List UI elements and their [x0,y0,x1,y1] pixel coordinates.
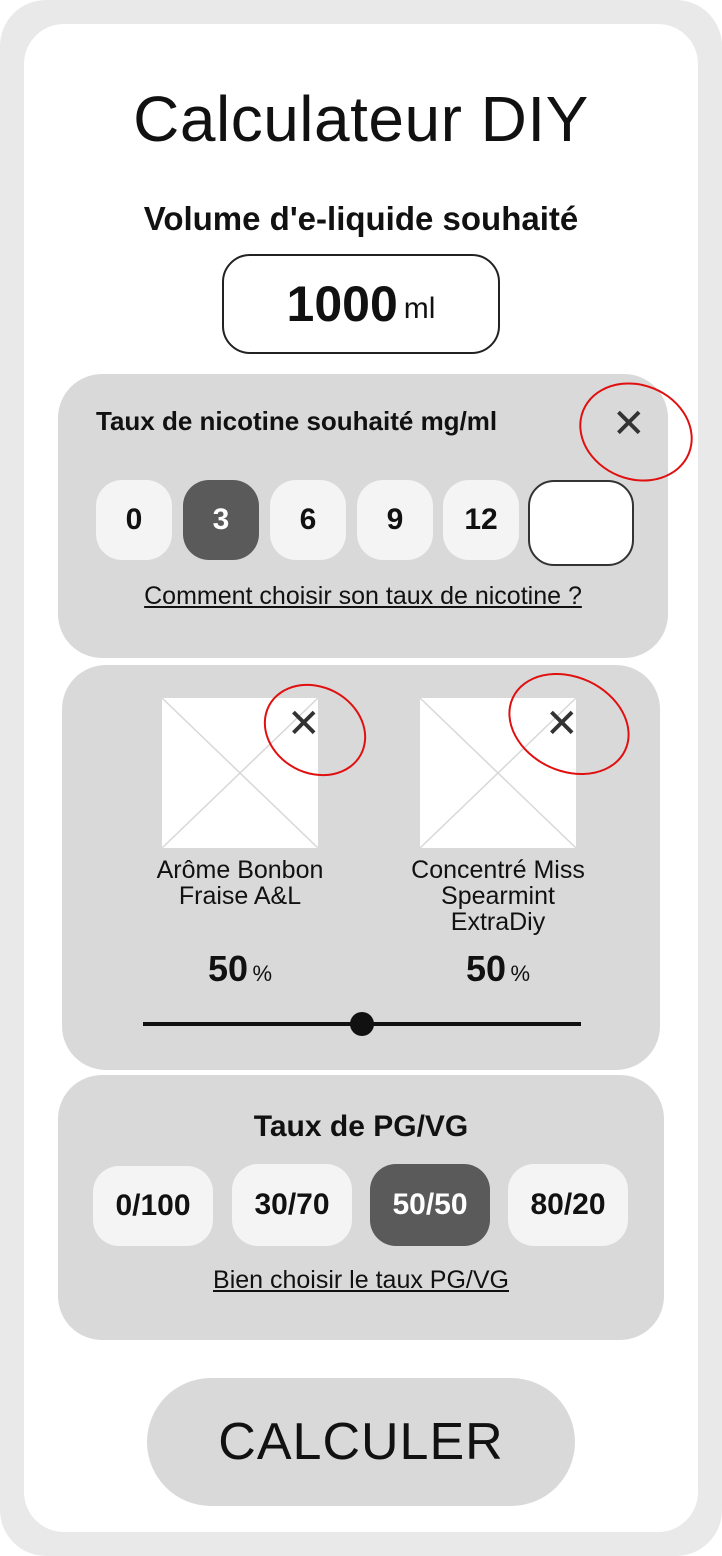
pgvg-option-0-100[interactable]: 0/100 [93,1166,213,1246]
aroma-1-percent-value: 50 [207,948,249,989]
page-title: Calculateur DIY [133,83,589,155]
aroma-1-name-line: Arôme Bonbon [156,856,324,884]
aroma-2-name-line: Spearmint [441,882,555,910]
aroma-2-name [376,857,620,935]
nicotine-label: Taux de nicotine souhaité mg/ml [96,406,498,436]
aroma-1-percent-unit: % [252,961,273,986]
aroma-2-name-line: ExtraDiy [450,908,546,936]
pgvg-option-50-50[interactable]: 50/50 [370,1164,490,1246]
nicotine-option-12[interactable]: 12 [443,480,519,560]
close-icon[interactable]: ✕ [612,402,646,446]
aroma-2-percent-value: 50 [465,948,507,989]
aroma-1-name [120,857,360,909]
pgvg-label: Taux de PG/VG [253,1110,469,1143]
pgvg-help-link[interactable]: Bien choisir le taux PG/VG [213,1266,509,1294]
aroma-2-percent [398,948,598,990]
nicotine-option-6[interactable]: 6 [270,480,346,560]
pgvg-option-30-70[interactable]: 30/70 [232,1164,352,1246]
remove-aroma-1-icon[interactable]: ✕ [287,702,321,746]
volume-value: 1000 [286,276,398,332]
calculate-button[interactable]: CALCULER [147,1378,575,1506]
nicotine-option-9[interactable]: 9 [357,480,433,560]
pgvg-option-80-20[interactable]: 80/20 [508,1164,628,1246]
aroma-2-percent-unit: % [510,961,531,986]
nicotine-option-0[interactable]: 0 [96,480,172,560]
aroma-2-name-line: Concentré Miss [411,856,585,884]
aroma-1-name-line: Fraise A&L [178,882,302,910]
slider-thumb[interactable] [350,1012,374,1036]
remove-aroma-2-icon[interactable]: ✕ [545,702,579,746]
volume-unit: ml [403,292,436,325]
volume-input[interactable] [222,254,500,354]
nicotine-help-link[interactable]: Comment choisir son taux de nicotine ? [144,582,582,610]
nicotine-custom-input[interactable] [528,480,634,566]
volume-label: Volume d'e-liquide souhaité [143,200,579,237]
nicotine-option-3[interactable]: 3 [183,480,259,560]
aroma-1-percent [140,948,340,990]
